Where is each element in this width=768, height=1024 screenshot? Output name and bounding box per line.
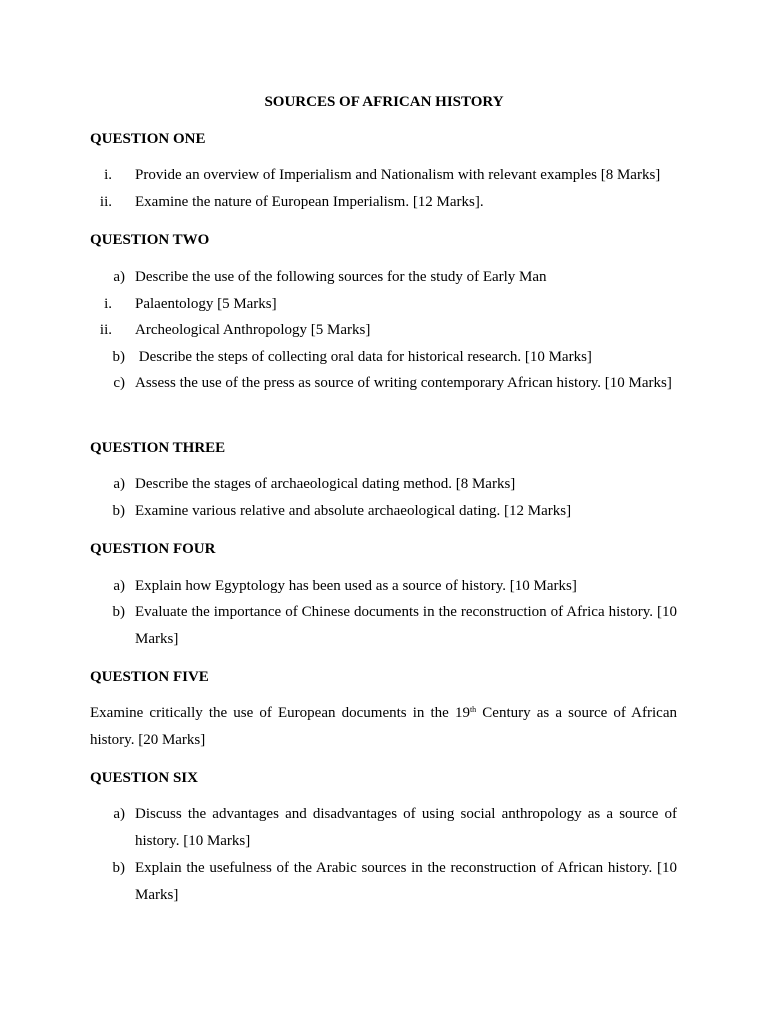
question-two-heading: QUESTION TWO (90, 232, 210, 248)
list-marker: c) (113, 375, 125, 391)
list-text: Describe the stages of archaeological dating method. [8 Marks] (135, 476, 516, 492)
question-three-heading: QUESTION THREE (90, 440, 226, 456)
list-text: Assess the use of the press as source of writing contemporary African history. [10 Marks] (135, 375, 672, 391)
paragraph-text: Century as a source of African history. [20 Marks] (90, 705, 677, 748)
list-text: Describe the steps of collecting oral data for historical research. [10 Marks] (135, 349, 592, 365)
list-text: Examine various relative and absolute archaeological dating. [12 Marks] (135, 503, 572, 519)
list-text: Provide an overview of Imperialism and Nationalism with relevant examples [8 Marks] (135, 167, 661, 183)
list-marker: a) (113, 476, 125, 492)
list-marker: ii. (99, 194, 112, 210)
paragraph-text: Examine critically the use of European documents in the 19 (90, 705, 470, 721)
list-marker: a) (113, 806, 125, 822)
list-marker: a) (113, 578, 125, 594)
list-marker: b) (112, 860, 125, 876)
list-text: Explain the usefulness of the Arabic sources in the reconstruction of African history. [10 Marks] (135, 860, 677, 903)
list-marker: b) (112, 349, 125, 365)
list-text: Evaluate the importance of Chinese documents in the reconstruction of Africa history. [10 Marks] (135, 604, 677, 647)
question-one-heading: QUESTION ONE (90, 131, 206, 147)
list-text: Palaentology [5 Marks] (135, 296, 277, 312)
document-title: SOURCES OF AFRICAN HISTORY (264, 94, 504, 110)
question-five-heading: QUESTION FIVE (90, 669, 209, 685)
list-text: Describe the use of the following sources for the study of Early Man (135, 269, 547, 285)
list-text: Examine the nature of European Imperialism. [12 Marks]. (135, 194, 484, 210)
list-marker: i. (104, 296, 112, 312)
list-text: Discuss the advantages and disadvantages of using social anthropology as a source of history. [10 Marks] (135, 806, 677, 849)
question-five-paragraph (90, 700, 677, 754)
question-four-heading: QUESTION FOUR (90, 541, 216, 557)
list-marker: i. (104, 167, 112, 183)
list-marker: b) (112, 503, 125, 519)
list-marker: ii. (99, 322, 112, 338)
question-six-heading: QUESTION SIX (90, 770, 198, 786)
list-marker: a) (113, 269, 125, 285)
list-text: Archeological Anthropology [5 Marks] (135, 322, 371, 338)
list-marker: b) (112, 604, 125, 620)
list-text: Explain how Egyptology has been used as a source of history. [10 Marks] (135, 578, 577, 594)
ordinal-suffix: th (469, 705, 477, 714)
